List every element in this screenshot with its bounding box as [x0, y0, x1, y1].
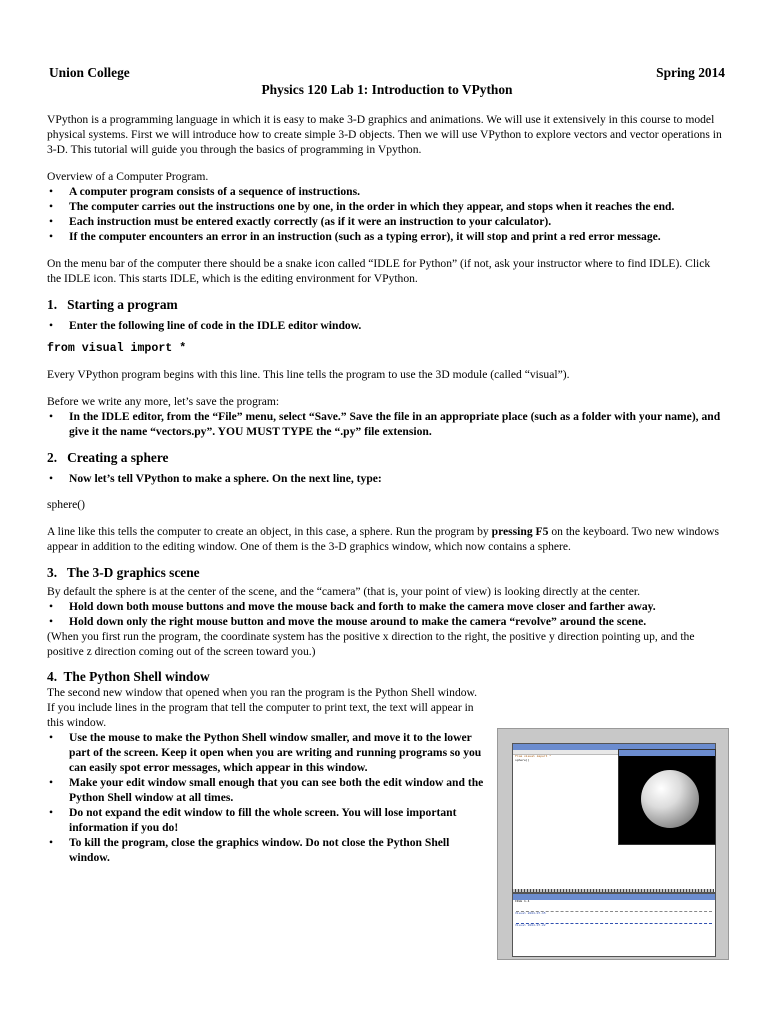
list-item: • A computer program consists of a sequence of instructions.	[47, 184, 727, 199]
editor-line: sphere()	[515, 759, 530, 762]
list-item: • Hold down both mouse buttons and move the mouse back and forth to make the camera move closer and farther away.	[47, 599, 727, 614]
idle-paragraph: On the menu bar of the computer there should be a snake icon called “IDLE for Python” (if not, ask your instructor where to find IDLE). Click the IDLE icon. This starts IDLE, which is the editing environment for VPython.	[47, 257, 711, 285]
list-item: • In the IDLE editor, from the “File” menu, select “Save.” Save the file in an appropriate place (such as a folder with your name), and give it the name “vectors.py”. YOU MUST TYPE the “.py” file extension.	[47, 409, 727, 439]
list-item: • Hold down only the right mouse button and move the mouse around to make the camera “revolve” around the scene.	[47, 614, 727, 629]
list-item: • Now let’s tell VPython to make a sphere. On the next line, type:	[47, 471, 727, 486]
list-item: • Do not expand the edit window to fill the whole screen. You will lose important information if you do!	[47, 805, 487, 835]
shell-line: IDLE 1.4	[515, 900, 530, 903]
code-line: sphere()	[47, 498, 85, 511]
coordinate-note: (When you first run the program, the coordinate system has the positive x direction to the right, the positive y direction pointing up, and the positive z direction coming out of the screen toward you.)	[47, 630, 695, 658]
section-4-paragraph: The second new window that opened when you ran the program is the Python Shell window. If you include lines in the program that tell the computer to print text, the text will appear in this window.	[47, 686, 478, 729]
shell-window	[512, 893, 716, 957]
section-3-heading: 3. The 3-D graphics scene	[47, 565, 200, 580]
editor-line: from visual import *	[515, 755, 552, 758]
intro-paragraph: VPython is a programming language in which it is easy to make 3-D graphics and animations. We will use it extensively in this course to model physical systems. First we will introduce how to create simple 3-D objects. Then we will use VPython to explore vectors and vector operations in 3-D. This tutorial will guide you through the basics of programming in Vpython.	[47, 113, 722, 156]
institution-name: Union College	[49, 65, 130, 80]
graphics-window	[618, 749, 716, 845]
section-1-heading: 1. Starting a program	[47, 297, 178, 312]
list-item: • Make your edit window small enough that you can see both the edit window and the Python Shell window at all times.	[47, 775, 487, 805]
page-header	[47, 64, 727, 81]
overview-list	[47, 184, 727, 244]
document-title: Physics 120 Lab 1: Introduction to VPython	[261, 82, 513, 97]
section-4-heading: 4. The Python Shell window	[47, 669, 210, 684]
list-item: • Each instruction must be entered exactly correctly (as if it were an instruction to your calculator).	[47, 214, 727, 229]
section-3-paragraph: By default the sphere is at the center of the scene, and the “camera” (that is, your point of view) is looking directly at the center.	[47, 585, 640, 598]
section-2-heading: 2. Creating a sphere	[47, 450, 169, 465]
divider	[512, 889, 714, 892]
shell-line: Visual 2004-07-22	[515, 924, 546, 927]
list-item: • The computer carries out the instructions one by one, in the order in which they appear, and stops when it reaches the end.	[47, 199, 727, 214]
sphere-render	[641, 770, 699, 828]
term-label: Spring 2014	[656, 65, 725, 80]
overview-heading: Overview of a Computer Program.	[47, 170, 209, 183]
section-2-paragraph: A line like this tells the computer to create an object, in this case, a sphere. Run the program by pressing F5 on the keyboard. Two new windows appear in addition to the editing window. One of them is the 3-D graphics window, which now contains a sphere.	[47, 525, 720, 553]
section-1-paragraph: Every VPython program begins with this line. This line tells the program to use the 3D module (called “visual”).	[47, 368, 570, 381]
save-intro: Before we write any more, let’s save the program:	[47, 395, 280, 408]
idle-screenshot-image	[497, 728, 729, 960]
list-item: • To kill the program, close the graphics window. Do not close the Python Shell window.	[47, 835, 487, 865]
list-item: • Use the mouse to make the Python Shell window smaller, and move it to the lower part of the screen. Keep it open when you are writing and running programs so you can easily spot error messages, which appear in this window.	[47, 730, 487, 775]
code-line: from visual import *	[47, 342, 187, 355]
list-item: • If the computer encounters an error in an instruction (such as a typing error), it will stop and print a red error message.	[47, 229, 727, 244]
shell-line: Visual 2004-07-15	[515, 912, 546, 915]
list-item: • Enter the following line of code in the IDLE editor window.	[47, 318, 727, 333]
section-4	[47, 669, 487, 865]
